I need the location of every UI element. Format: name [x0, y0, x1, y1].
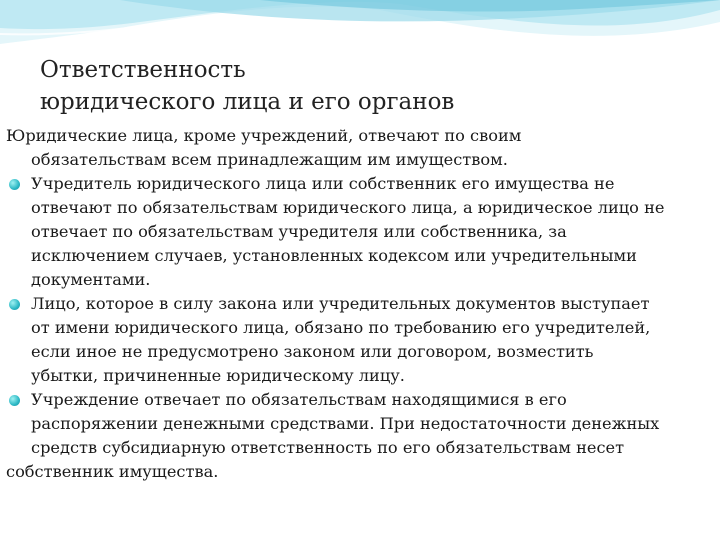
slide-title [40, 54, 660, 118]
text-line: Лицо, которое в силу закона или учредительных документов выступает [31, 294, 650, 313]
bullet-icon [9, 299, 20, 310]
header-wave-decoration [0, 0, 720, 60]
text-line: отвечает по обязательствам учредителя или собственника, за [31, 222, 567, 241]
closing-paragraph [6, 460, 716, 484]
text-line: документами. [31, 270, 151, 289]
intro-paragraph [6, 124, 716, 172]
text-line: Учредитель юридического лица или собственник его имущества не [31, 174, 615, 193]
text-line: убытки, причиненные юридическому лицу. [31, 366, 405, 385]
text-line: отвечают по обязательствам юридического лица, а юридическое лицо не [31, 198, 665, 217]
bullet-icon [9, 179, 20, 190]
text-line: распоряжении денежными средствами. При недостаточности денежных [31, 414, 660, 433]
slide-body [6, 124, 716, 484]
text-line: собственник имущества. [6, 462, 219, 481]
text-line: обязательствам всем принадлежащим им имуществом. [31, 150, 508, 169]
bullet-item-institution [6, 388, 716, 460]
text-line: исключением случаев, установленных кодексом или учредительными [31, 246, 637, 265]
text-line: от имени юридического лица, обязано по требованию его учредителей, [31, 318, 651, 337]
bullet-icon [9, 395, 20, 406]
text-line: средств субсидиарную ответственность по его обязательствам несет [31, 438, 625, 457]
text-line: Учреждение отвечает по обязательствам находящимися в его [31, 390, 567, 409]
slide-title-line-1: Ответственность [40, 57, 246, 83]
text-line: Юридические лица, кроме учреждений, отвечают по своим [6, 126, 522, 145]
slide-title-line-2: юридического лица и его органов [40, 89, 455, 115]
bullet-item-representative [6, 292, 716, 388]
bullet-item-founder [6, 172, 716, 292]
text-line: если иное не предусмотрено законом или договором, возместить [31, 342, 594, 361]
